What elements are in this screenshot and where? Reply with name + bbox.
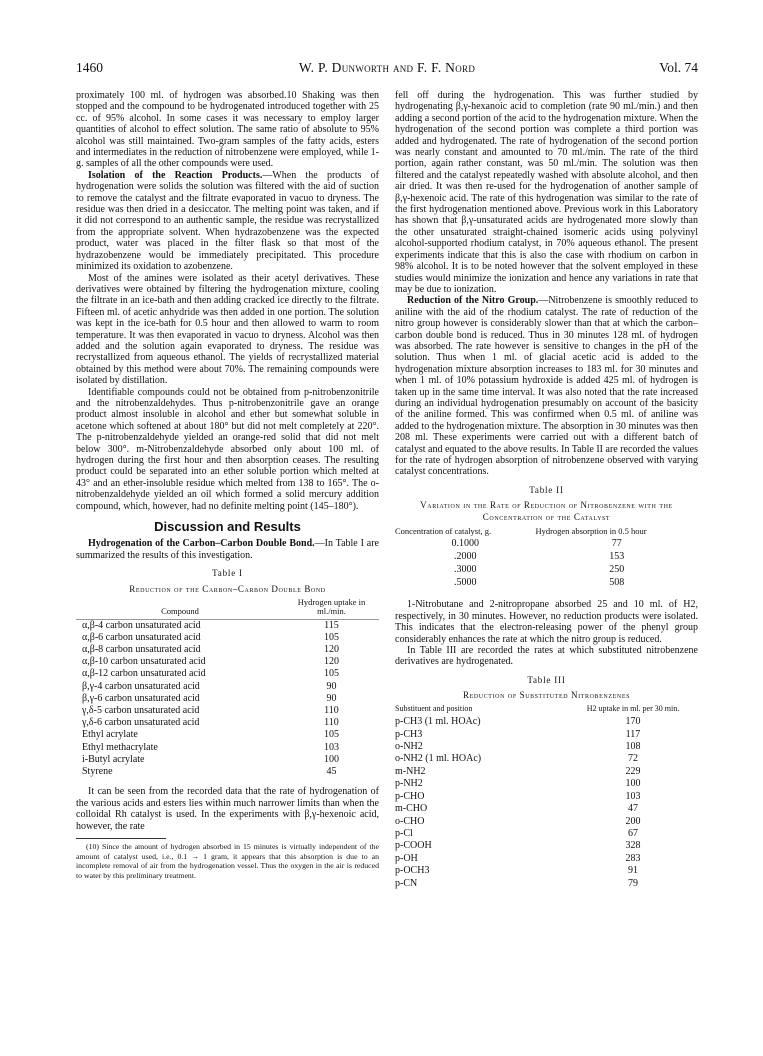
table-1 — [76, 598, 379, 779]
table-row — [395, 803, 698, 815]
run-in-heading: Isolation of the Reaction Products. — [88, 169, 263, 181]
table-row — [395, 716, 698, 728]
substituent-cell: m-NH2 — [395, 765, 426, 777]
paragraph: Isolation of the Reaction Products.—When the products of hydrogenation were solids the solution was filtered with the aid of suction to remove the catalyst and the filtrate evaporated in vacuo to dryness. The residue was then dried in a desiccator. The melting point was taken, and if it did not correspond to an authentic sample, the residue was recrystallized from the appropriate solvent. When hydrazobenzene was the expected product, water was placed in the filter flask so that most of the hydrazobenzene would be immediately precipitated. This procedure minimized its oxidation to azobenzene. — [76, 169, 379, 273]
uptake-cell: 115 — [324, 619, 339, 631]
compound-cell: α,β-10 carbon unsaturated acid — [82, 656, 206, 668]
table-row — [395, 729, 698, 741]
substituent-cell: p-OH — [395, 852, 418, 864]
table-title: Reduction of Substituted Nitrobenzenes — [462, 690, 631, 701]
uptake-cell: 90 — [326, 692, 337, 704]
concentration-cell: .3000 — [453, 563, 477, 575]
table-row — [76, 644, 379, 656]
compound-cell: Ethyl acrylate — [82, 729, 138, 741]
run-in-heading: Reduction of the Nitro Group. — [407, 295, 539, 307]
table-row — [395, 840, 698, 852]
table-row — [395, 741, 698, 753]
table-title: Variation in the Rate of Reduction of Nitrobenzene with the Concentration of the Catalyst — [420, 500, 673, 523]
substituent-cell: p-OCH3 — [395, 865, 430, 877]
uptake-cell: 103 — [625, 790, 641, 802]
table-row — [395, 853, 698, 865]
column-header: Hydrogen absorption in 0.5 hour — [535, 526, 647, 537]
column-header: Substituent and position — [395, 704, 473, 714]
uptake-cell: 108 — [625, 741, 641, 753]
absorption-cell: 153 — [609, 551, 625, 563]
table-row — [76, 705, 379, 717]
uptake-cell: 45 — [326, 766, 337, 778]
uptake-cell: 90 — [326, 680, 337, 692]
uptake-cell: 110 — [324, 705, 339, 717]
table-row — [395, 538, 698, 551]
table-row — [76, 668, 379, 680]
compound-cell: Ethyl methacrylate — [82, 741, 158, 753]
page-number: 1460 — [76, 60, 103, 75]
substituent-cell: o-NH2 (1 ml. HOAc) — [395, 753, 482, 765]
uptake-cell: 47 — [628, 803, 638, 815]
table-row — [395, 791, 698, 803]
running-title-authors: W. P. Dunworth and F. F. Nord — [298, 60, 476, 75]
compound-cell: α,β-12 carbon unsaturated acid — [82, 668, 206, 680]
uptake-cell: 120 — [324, 644, 339, 656]
concentration-cell: 0.1000 — [451, 538, 479, 550]
substituent-cell: p-Cl — [395, 827, 413, 839]
compound-cell: γ,δ-6 carbon unsaturated acid — [82, 717, 200, 729]
substituent-cell: m-CHO — [395, 803, 428, 815]
uptake-cell: 105 — [324, 631, 339, 643]
compound-cell: α,β-6 carbon unsaturated acid — [82, 631, 201, 643]
table-2 — [395, 526, 698, 589]
uptake-cell: 79 — [628, 877, 638, 889]
table-row — [76, 742, 379, 754]
uptake-cell: 200 — [625, 815, 641, 827]
absorption-cell: 250 — [609, 563, 625, 575]
table-row — [395, 878, 698, 890]
substituent-cell: p-COOH — [395, 840, 432, 852]
running-header — [76, 60, 698, 80]
table-row — [395, 564, 698, 577]
table-row — [395, 816, 698, 828]
compound-cell: α,β-8 carbon unsaturated acid — [82, 644, 201, 656]
footnote: (10) Since the amount of hydrogen absorbed in 15 minutes is virtually independent of the amount of catalyst used, i.e., 0.1 → 1 gram, it appears that this absorption is due to an incomplete removal of air from the hydrogenation vessel. Thus the oxygen in the air is reduced to water by this preliminary treatment. — [76, 841, 379, 880]
paragraph: Reduction of the Nitro Group.—Nitrobenzene is smoothly reduced to aniline with the aid of the rhodium catalyst. The rate of reduction of the nitro group however is considerably slower than that at which the carbon–carbon double bond is reduced. Thus in 30 minutes 128 ml. of hydrogen was absorbed. The rate however is sensitive to changes in the pH of the solution. Thus when 1 ml. of glacial acetic acid is added to the hydrogenation mixture absorption increases to 183 ml. for 30 minutes and when 1 ml. of 10% potassium hydroxide is added 425 ml. of hydrogen is taken up in the same time interval. It was also noted that the rate increased during an individual hydrogenation presumably on account of the basicity of the aniline formed. This was confirmed when 0.5 ml. of aniline was added to the hydrogenation mixture. The absorption in 30 minutes was then 208 ml. These experiments were carried out with a different batch of catalyst and equated to the above results. In Table II are recorded the values for the rate of hydrogen absorption of nitrobenzene observed with varying catalyst concentrations. — [395, 295, 698, 478]
volume-label: Vol. 74 — [659, 60, 698, 75]
absorption-cell: 508 — [609, 576, 625, 588]
substituent-cell: p-CH3 (1 ml. HOAc) — [395, 716, 481, 728]
table-row — [395, 828, 698, 840]
uptake-cell: 103 — [324, 741, 339, 753]
uptake-cell: 100 — [324, 753, 339, 765]
paragraph: 1-Nitrobutane and 2-nitropropane absorbed 25 and 10 ml. of H2, respectively, in 30 minutes. However, no reduction products were isolated. This indicates that the electron-releasing power of the phenyl group considerably enhances the rate at which the nitro group is reduced. — [395, 599, 698, 645]
table-row — [76, 754, 379, 766]
table-row — [395, 778, 698, 790]
uptake-cell: 117 — [625, 728, 641, 740]
column-header: Compound — [76, 598, 284, 620]
uptake-cell: 110 — [324, 717, 339, 729]
column-header: Hydrogen uptake in ml./min. — [284, 598, 379, 620]
substituent-cell: p-NH2 — [395, 778, 423, 790]
table-row — [76, 693, 379, 705]
uptake-cell: 105 — [324, 729, 339, 741]
compound-cell: β,γ-6 carbon unsaturated acid — [82, 692, 200, 704]
paragraph: Most of the amines were isolated as their acetyl derivatives. These derivatives were obtained by filtering the hydrogenation mixture, cooling the filtrate in an ice-bath and then adding cracked ice directly to the filtrate. Fifteen ml. of acetic anhydride was then added in one portion. The solution was kept in the ice-bath for 0.5 hour and then allowed to warm to room temperature. It was then evaporated in vacuo to dryness. Alcohol was then added and the solution again evaporated to dryness. The residue was recrystallized from aqueous ethanol. The yields of recrystallized material obtained by this method were about 70%. The remaining compounds were isolated by distillation. — [76, 272, 379, 387]
table-caption: Table I — [212, 568, 243, 579]
compound-cell: β,γ-4 carbon unsaturated acid — [82, 680, 200, 692]
table-row — [76, 656, 379, 668]
table-row — [76, 681, 379, 693]
table-row — [76, 766, 379, 778]
table-caption: Table III — [527, 674, 566, 685]
paragraph: proximately 100 ml. of hydrogen was absorbed.10 Shaking was then stopped and the compound to be hydrogenated introduced together with 25 cc. of 95% alcohol. In some cases it was necessary to employ larger quantities of alcohol to effect solution. The same ratio of absolute to 95% alcohol was still maintained. Two-gram samples of the fatty acids, esters and intermediates in the reduction of nitrobenzene were employed, while 1-g. samples of all the other compounds were used. — [76, 90, 379, 170]
compound-cell: α,β-4 carbon unsaturated acid — [82, 619, 201, 631]
compound-cell: i-Butyl acrylate — [82, 753, 145, 765]
table-row — [395, 577, 698, 590]
substituent-cell: p-CN — [395, 877, 418, 889]
uptake-cell: 67 — [628, 827, 638, 839]
table-row — [76, 632, 379, 644]
column-header: H2 uptake in ml. per 30 min. — [586, 704, 680, 714]
concentration-cell: .5000 — [453, 576, 477, 588]
table-title: Reduction of the Carbon–Carbon Double Bond — [129, 583, 326, 594]
column-header: Concentration of catalyst, g. — [395, 526, 492, 537]
uptake-cell: 283 — [625, 852, 641, 864]
compound-cell: γ,δ-5 carbon unsaturated acid — [82, 705, 200, 717]
uptake-cell: 91 — [628, 865, 638, 877]
substituent-cell: o-NH2 — [395, 741, 423, 753]
uptake-cell: 328 — [625, 840, 641, 852]
substituent-cell: p-CH3 — [395, 728, 423, 740]
table-row — [395, 766, 698, 778]
right-column — [395, 90, 698, 890]
paragraph: It can be seen from the recorded data that the rate of hydrogenation of the various acids and esters lies within much narrower limits than when the colloidal Rh catalyst is used. In the experiments with β,γ-hexenoic acid, however, the rate — [76, 786, 379, 832]
left-column — [76, 90, 379, 880]
uptake-cell: 100 — [625, 778, 641, 790]
substituent-cell: o-CHO — [395, 815, 425, 827]
compound-cell: Styrene — [82, 766, 113, 778]
uptake-cell: 120 — [324, 656, 339, 668]
paragraph: fell off during the hydrogenation. This was further studied by hydrogenating β,γ-hexanoic acid to completion (rate 90 ml./min.) and then adding a second portion of the acid to the hydrogenation mixture. When the hydrogenation of the second portion was complete a third portion was added and hydrogenated. The rate of hydrogenation of the second portion was nearly constant and amounted to 70 ml./min. The rate of the third portion, again rather constant, was 50 ml./min. The solution was then filtered and the catalyst repeatedly washed with absolute alcohol, and then air dried. It was then re-used for the hydrogenation of another sample of β,γ-hexenoic acid. The rate of this hydrogenation was similar to the rate of the first hydrogenation mentioned above. Previous work in this Laboratory has shown that β,γ-unsaturated acids are hydrogenated more slowly than the other unsaturated straight-chained isomeric acids using polyvinyl alcohol-supported rhodium catalyst, in 70% aqueous ethanol. The present experiments indicate that this is also the case with rhodium on carbon in 98% alcohol. It is to be noted however that the solvent employed in these studies would minimize the ionization and hence any variations in rate that may be due to ionization. — [395, 90, 698, 295]
footnote-rule — [76, 838, 166, 839]
table-row — [395, 865, 698, 877]
uptake-cell: 105 — [324, 668, 339, 680]
absorption-cell: 77 — [611, 538, 622, 550]
uptake-cell: 72 — [628, 753, 638, 765]
table-3 — [395, 704, 698, 890]
paragraph: In Table III are recorded the rates at which substituted nitrobenzene derivatives are hydrogenated. — [395, 645, 698, 668]
uptake-cell: 229 — [625, 765, 641, 777]
section-heading: Discussion and Results — [154, 519, 301, 535]
paragraph: Hydrogenation of the Carbon–Carbon Double Bond.—In Table I are summarized the results of this investigation. — [76, 538, 379, 561]
table-row — [76, 717, 379, 729]
uptake-cell: 170 — [625, 716, 641, 728]
table-row — [76, 729, 379, 741]
table-row — [395, 551, 698, 564]
substituent-cell: p-CHO — [395, 790, 425, 802]
journal-page — [76, 60, 698, 1040]
table-row — [76, 619, 379, 632]
table-row — [395, 753, 698, 765]
run-in-heading: Hydrogenation of the Carbon–Carbon Double Bond. — [88, 538, 315, 550]
table-caption: Table II — [529, 484, 564, 495]
concentration-cell: .2000 — [453, 551, 477, 563]
paragraph: Identifiable compounds could not be obtained from p-nitrobenzonitrile and the nitrobenzaldehydes. Thus p-nitrobenzonitrile gave an orange product almost insoluble in alcohol and ether but somewhat soluble in acetone which softened at about 180° but did not melt completely at 220°. The p-nitrobenzaldehyde yielded an orange-red solid that did not melt below 300°. m-Nitrobenzaldehyde absorbed only about 100 ml. of hydrogen during the first hour and then absorption ceases. The resulting product could be separated into an ether soluble portion which melted at 43° and an ether-insoluble residue which melted from 138 to 165°. The o-nitrobenzaldehyde yielded an oil which formed a solid mercury addition compound, which, however, had no definite melting point (145–180°). — [76, 386, 379, 512]
